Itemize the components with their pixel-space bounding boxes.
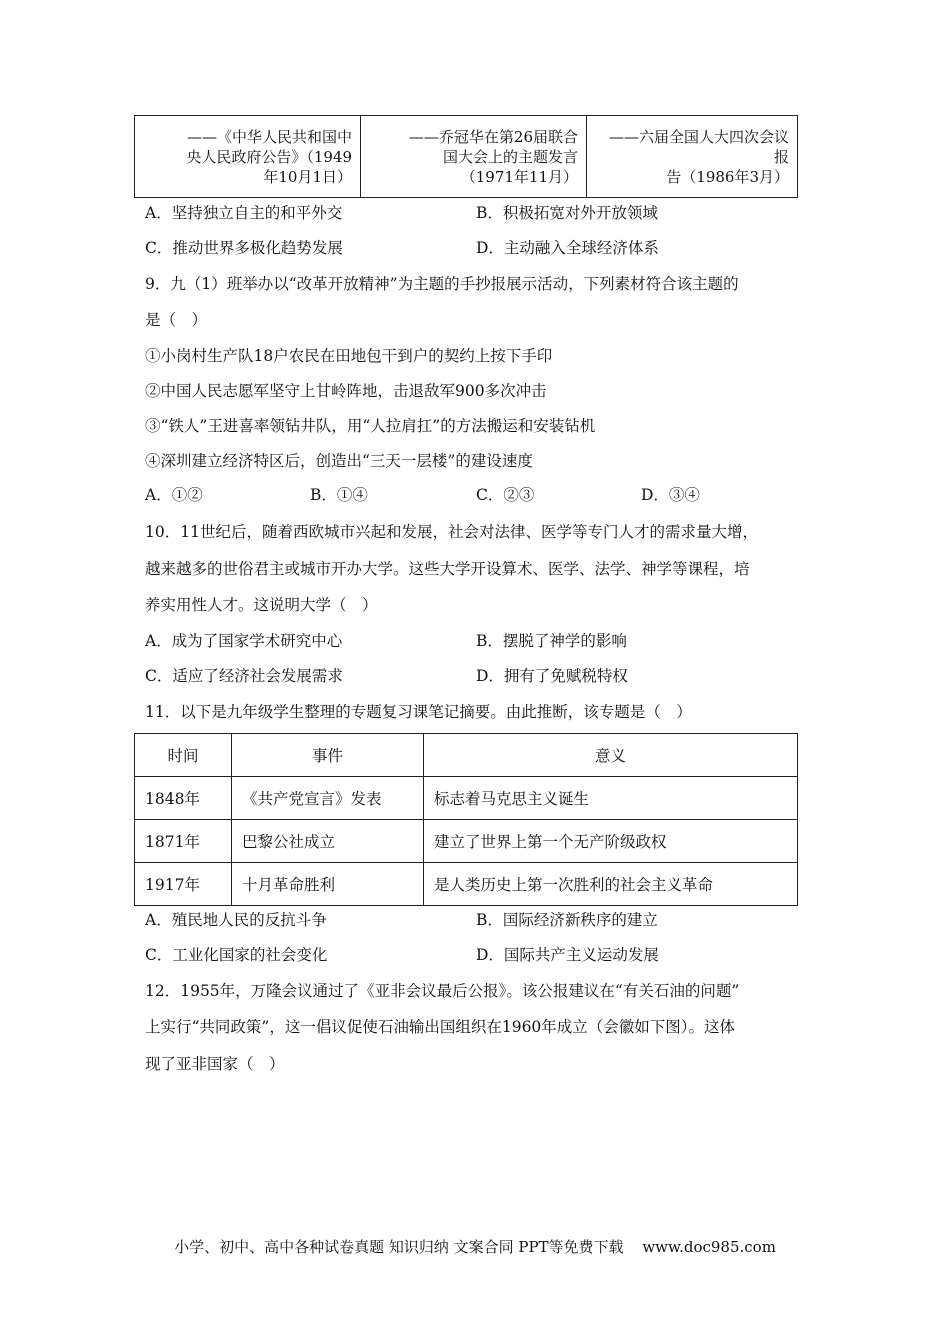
q10-option-a: A．成为了国家学术研究中心 [145, 632, 343, 650]
source-line: ——六届全国人大四次会议报 [608, 127, 789, 166]
q10-option-c: C．适应了经济社会发展需求 [145, 667, 343, 685]
q9-item-1: ①小岗村生产队18户农民在田地包干到户的契约上按下手印 [145, 347, 553, 365]
source-line: 年10月1日） [263, 167, 352, 186]
q9-option-d: D．③④ [641, 486, 700, 504]
cell-event: 《共产党宣言》发表 [232, 777, 424, 820]
q12-stem-line-1: 12．1955年，万隆会议通过了《亚非会议最后公报》。该公报建议在“有关石油的问题” [145, 982, 740, 1000]
q10-stem-line-1: 10．11世纪后，随着西欧城市兴起和发展，社会对法律、医学等专门人才的需求量大增， [145, 523, 758, 541]
cell-meaning: 是人类历史上第一次胜利的社会主义革命 [424, 863, 798, 906]
cell-meaning: 标志着马克思主义诞生 [424, 777, 798, 820]
source-line: （1971年11月） [460, 167, 578, 186]
q11-option-a: A．殖民地人民的反抗斗争 [145, 911, 327, 929]
events-table [134, 733, 798, 906]
q10-option-d: D．拥有了免赋税特权 [476, 667, 628, 685]
q12-stem-line-2: 上实行“共同政策”，这一倡议促使石油输出国组织在1960年成立（会徽如下图）。这体 [145, 1018, 736, 1036]
table-row [135, 820, 798, 863]
source-line: 央人民政府公告》（1949 [186, 147, 352, 166]
q11-option-d: D．国际共产主义运动发展 [476, 946, 659, 964]
q9-item-4: ④深圳建立经济特区后，创造出“三天一层楼”的建设速度 [145, 452, 533, 470]
header-time: 时间 [135, 734, 232, 777]
table-row [135, 863, 798, 906]
q9-item-2: ②中国人民志愿军坚守上甘岭阵地，击退敌军900多次冲击 [145, 382, 547, 400]
source-cell-2 [361, 116, 587, 198]
q9-option-b: B．①④ [310, 486, 368, 504]
q11-option-b: B．国际经济新秩序的建立 [476, 911, 658, 929]
header-event: 事件 [232, 734, 424, 777]
q8-option-b: B．积极拓宽对外开放领域 [476, 204, 658, 222]
source-cell-3 [587, 116, 798, 198]
footer-text: 小学、初中、高中各种试卷真题 知识归纳 文案合同 PPT等免费下载 [174, 1238, 624, 1256]
page-footer [0, 1236, 950, 1257]
q9-option-c: C．②③ [476, 486, 535, 504]
cell-meaning: 建立了世界上第一个无产阶级政权 [424, 820, 798, 863]
q8-option-d: D．主动融入全球经济体系 [476, 239, 659, 257]
footer-url[interactable]: www.doc985.com [642, 1238, 776, 1256]
table-row [135, 777, 798, 820]
q10-stem-line-2: 越来越多的世俗君主或城市开办大学。这些大学开设算术、医学、法学、神学等课程，培 [145, 560, 750, 578]
source-line: ——《中华人民共和国中 [186, 127, 352, 146]
q12-stem-line-3: 现了亚非国家（ ） [145, 1055, 285, 1073]
cell-time: 1871年 [135, 820, 232, 863]
source-table [134, 115, 798, 198]
q9-item-3: ③“铁人”王进喜率领钻井队，用“人拉肩扛”的方法搬运和安装钻机 [145, 417, 596, 435]
header-meaning: 意义 [424, 734, 798, 777]
cell-event: 巴黎公社成立 [232, 820, 424, 863]
source-line: 国大会上的主题发言 [442, 147, 578, 166]
q9-stem-line-2: 是（ ） [145, 311, 208, 329]
source-cell-1 [135, 116, 361, 198]
q10-option-b: B．摆脱了神学的影响 [476, 632, 627, 650]
cell-event: 十月革命胜利 [232, 863, 424, 906]
q8-option-c: C．推动世界多极化趋势发展 [145, 239, 343, 257]
source-line: ——乔冠华在第26届联合 [408, 127, 578, 146]
q10-stem-line-3: 养实用性人才。这说明大学（ ） [145, 596, 378, 614]
q9-stem-line-1: 9．九（1）班举办以“改革开放精神”为主题的手抄报展示活动，下列素材符合该主题的 [145, 275, 739, 293]
cell-time: 1848年 [135, 777, 232, 820]
q11-stem: 11．以下是九年级学生整理的专题复习课笔记摘要。由此推断，该专题是（ ） [145, 703, 692, 721]
source-line: 告（1986年3月） [666, 167, 789, 186]
q9-option-a: A．①② [145, 486, 203, 504]
q8-option-a: A．坚持独立自主的和平外交 [145, 204, 343, 222]
table-header-row [135, 734, 798, 777]
cell-time: 1917年 [135, 863, 232, 906]
q11-option-c: C．工业化国家的社会变化 [145, 946, 328, 964]
